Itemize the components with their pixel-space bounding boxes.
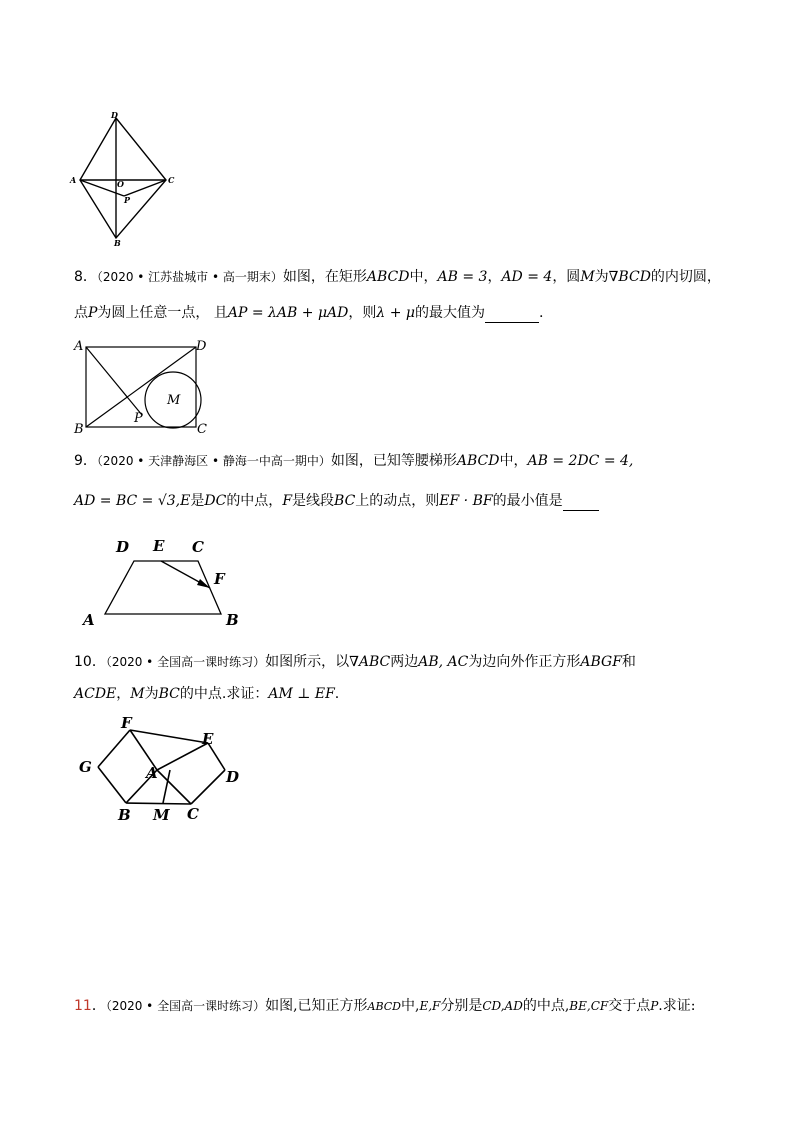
figure-rhombus [66, 110, 176, 250]
label-D: D [111, 110, 118, 120]
label-C: C [192, 538, 204, 556]
label-P: P [124, 195, 131, 205]
figure-rectangle-circle [70, 336, 220, 436]
label-M: M [153, 806, 170, 824]
label-O: O [117, 179, 124, 189]
label-C: C [187, 805, 199, 823]
q10-source: （2020 • 全国高一课时练习） [105, 655, 266, 669]
label-B: B [74, 422, 84, 436]
figure-squares-triangle [76, 716, 246, 828]
label-A: A [146, 764, 158, 782]
label-C: C [197, 422, 207, 436]
label-B: B [226, 611, 239, 629]
label-G: G [79, 758, 92, 776]
q11-number: 11 [74, 998, 92, 1014]
label-P: P [134, 411, 143, 426]
label-F: F [121, 716, 132, 732]
q9-dot-product: EF · BF [439, 493, 493, 509]
label-D: D [196, 339, 207, 354]
q9-source: （2020 • 天津静海区 • 静海一中高一期中） [96, 454, 331, 468]
q9-number: 9 [74, 453, 83, 469]
label-D: D [116, 538, 130, 556]
label-A: A [74, 339, 84, 354]
label-B: B [114, 238, 121, 248]
q10-line2: ACDE，M为BC的中点.求证：AM ⊥ EF. [74, 686, 340, 702]
q8-number: 8 [74, 269, 83, 285]
q8-answer-blank[interactable] [485, 308, 539, 323]
q11-line1: 11．（2020 • 全国高一课时练习）如图,已知正方形ABCD中,E,F分别是CD,AD的中点,BE,CF交于点P.求证: [74, 998, 696, 1014]
label-B: B [118, 806, 131, 824]
q9-line1: 9．（2020 • 天津静海区 • 静海一中高一期中）如图，已知等腰梯形ABCD中，AB = 2DC = 4, [74, 453, 634, 469]
q8-source: （2020 • 江苏盐城市 • 高一期末） [96, 270, 283, 284]
label-M: M [167, 393, 181, 408]
q8-vector-equation: AP = λAB + μAD [227, 305, 349, 321]
q10-claim: AM ⊥ EF [268, 686, 335, 702]
label-A: A [70, 175, 77, 185]
label-A: A [83, 611, 95, 629]
q8-line2: 点P为圆上任意一点， 且AP = λAB + μAD，则λ + μ的最大值为 . [74, 305, 544, 321]
label-C: C [168, 175, 175, 185]
q9-answer-blank[interactable] [563, 496, 599, 511]
label-E: E [202, 730, 214, 748]
label-F: F [214, 570, 225, 588]
q10-number: 10 [74, 654, 92, 670]
q10-line1: 10．（2020 • 全国高一课时练习）如图所示，以∇ABC两边AB, AC为边向外作正方形ABGF和 [74, 654, 636, 670]
label-D: D [226, 768, 240, 786]
label-E: E [153, 537, 165, 555]
q8-line1: 8．（2020 • 江苏盐城市 • 高一期末）如图，在矩形ABCD中，AB = 3，AD = 4，圆M为∇BCD的内切圆， [74, 269, 721, 285]
q11-source: （2020 • 全国高一课时练习） [105, 999, 266, 1013]
q9-line2: AD = BC = √3,E是DC的中点，F是线段BC上的动点，则EF · BF的最小值是 [74, 491, 599, 511]
figure-trapezoid [78, 535, 248, 630]
